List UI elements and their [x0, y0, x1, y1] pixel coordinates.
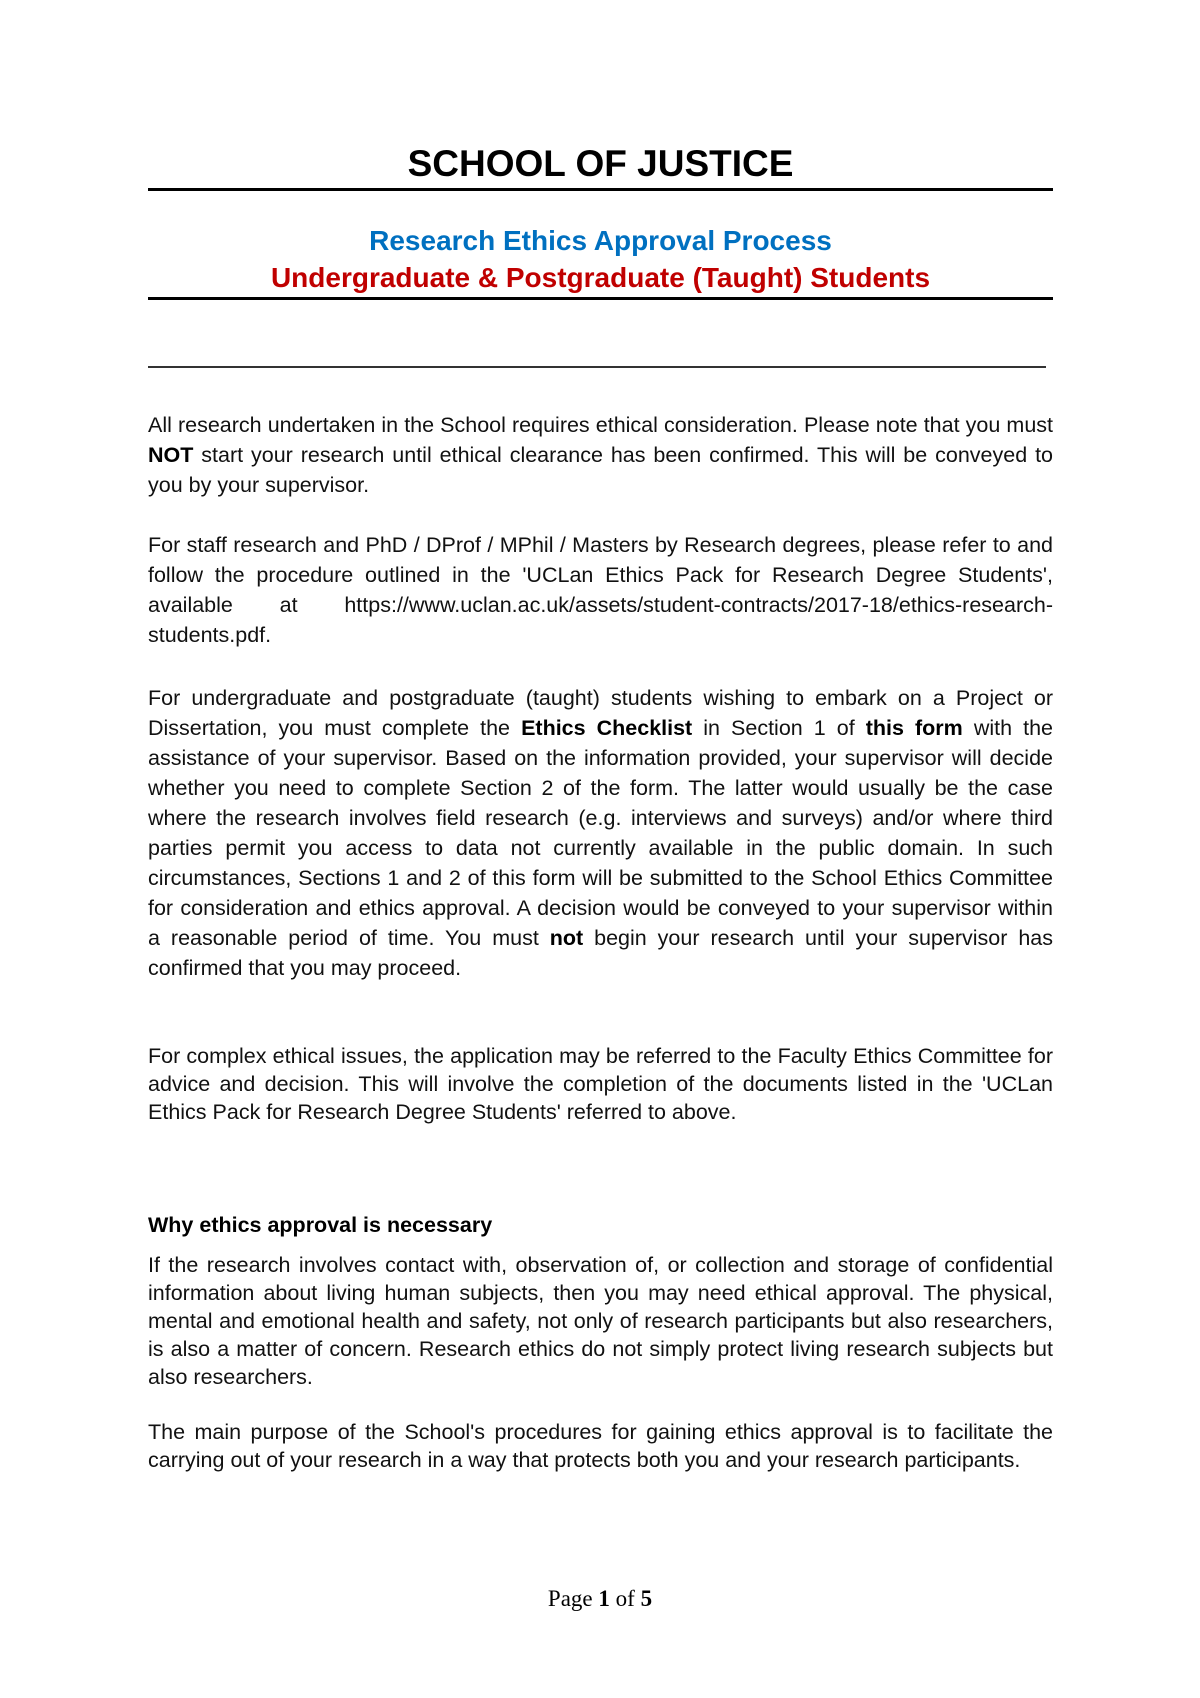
- emphasis-this-form: this form: [865, 716, 963, 740]
- emphasis-ethics-checklist: Ethics Checklist: [521, 716, 693, 740]
- subtitle-divider: [148, 297, 1053, 300]
- purpose-paragraph: The main purpose of the School's procedures for gaining ethics approval is to facilitate the carrying out of your research in a way that protects both you and your research participants.: [148, 1420, 1053, 1472]
- complex-issues-paragraph: For complex ethical issues, the application may be referred to the Faculty Ethics Committee for advice and decision. This will involve the completion of the documents listed in the 'UCLan Ethics Pack for Research Degree Students' referred to above.: [148, 1044, 1053, 1124]
- title-divider: [148, 188, 1053, 191]
- students-procedure-paragraph: [148, 683, 1053, 983]
- procedure-text-part: in Section 1 of: [692, 716, 866, 740]
- current-page-number: 1: [598, 1586, 610, 1611]
- staff-research-paragraph: For staff research and PhD / DProf / MPhil / Masters by Research degrees, please refer to and follow the procedure outlined in the 'UCLan Ethics Pack for Research Degree Students', available at https://www.uclan.ac.uk/assets/student-contracts/2017-18/ethics-research-students.pdf.: [148, 533, 1053, 647]
- emphasis-not: NOT: [148, 443, 194, 467]
- page-footer: [0, 1584, 1200, 1614]
- why-ethics-paragraph: If the research involves contact with, observation of, or collection and storage of confidential information about living human subjects, then you may need ethical approval. The physical, mental and emotional health and safety, not only of research participants but also researchers, is also a matter of concern. Research ethics do not simply protect living research subjects but also researchers.: [148, 1253, 1053, 1389]
- emphasis-not: not: [549, 926, 584, 950]
- document-subtitle-secondary: Undergraduate & Postgraduate (Taught) Students: [270, 262, 931, 293]
- document-subtitle-primary: Research Ethics Approval Process: [369, 225, 832, 256]
- page-label: Page: [547, 1586, 593, 1611]
- document-title: SCHOOL OF JUSTICE: [407, 143, 794, 184]
- intro-text-part: All research undertaken in the School requires ethical consideration. Please note that you must: [148, 413, 1053, 437]
- procedure-text-part: For undergraduate and postgraduate (taught) students wishing to embark on a Project or Dissertation, you must complete the: [148, 686, 1053, 740]
- section-separator-line: [148, 366, 1046, 368]
- procedure-text-part: with the assistance of your supervisor. Based on the information provided, your supervisor will decide whether you need to complete Section 2 of the form. The latter would usually be the case where the research involves field research (e.g. interviews and surveys) and/or where third parties permit you access to data not currently available in the public domain. In such circumstances, Sections 1 and 2 of this form will be submitted to the School Ethics Committee for consideration and ethics approval. A decision would be conveyed to your supervisor within a reasonable period of time. You must: [148, 716, 1053, 950]
- of-label: of: [615, 1586, 635, 1611]
- intro-paragraph: [148, 410, 1053, 500]
- total-pages-number: 5: [640, 1586, 653, 1611]
- procedure-text-part: begin your research until your supervisor has confirmed that you may proceed.: [148, 926, 1053, 980]
- section-heading-why-ethics: Why ethics approval is necessary: [148, 1213, 493, 1237]
- intro-text-part: start your research until ethical clearance has been confirmed. This will be conveyed to you by your supervisor.: [148, 443, 1053, 497]
